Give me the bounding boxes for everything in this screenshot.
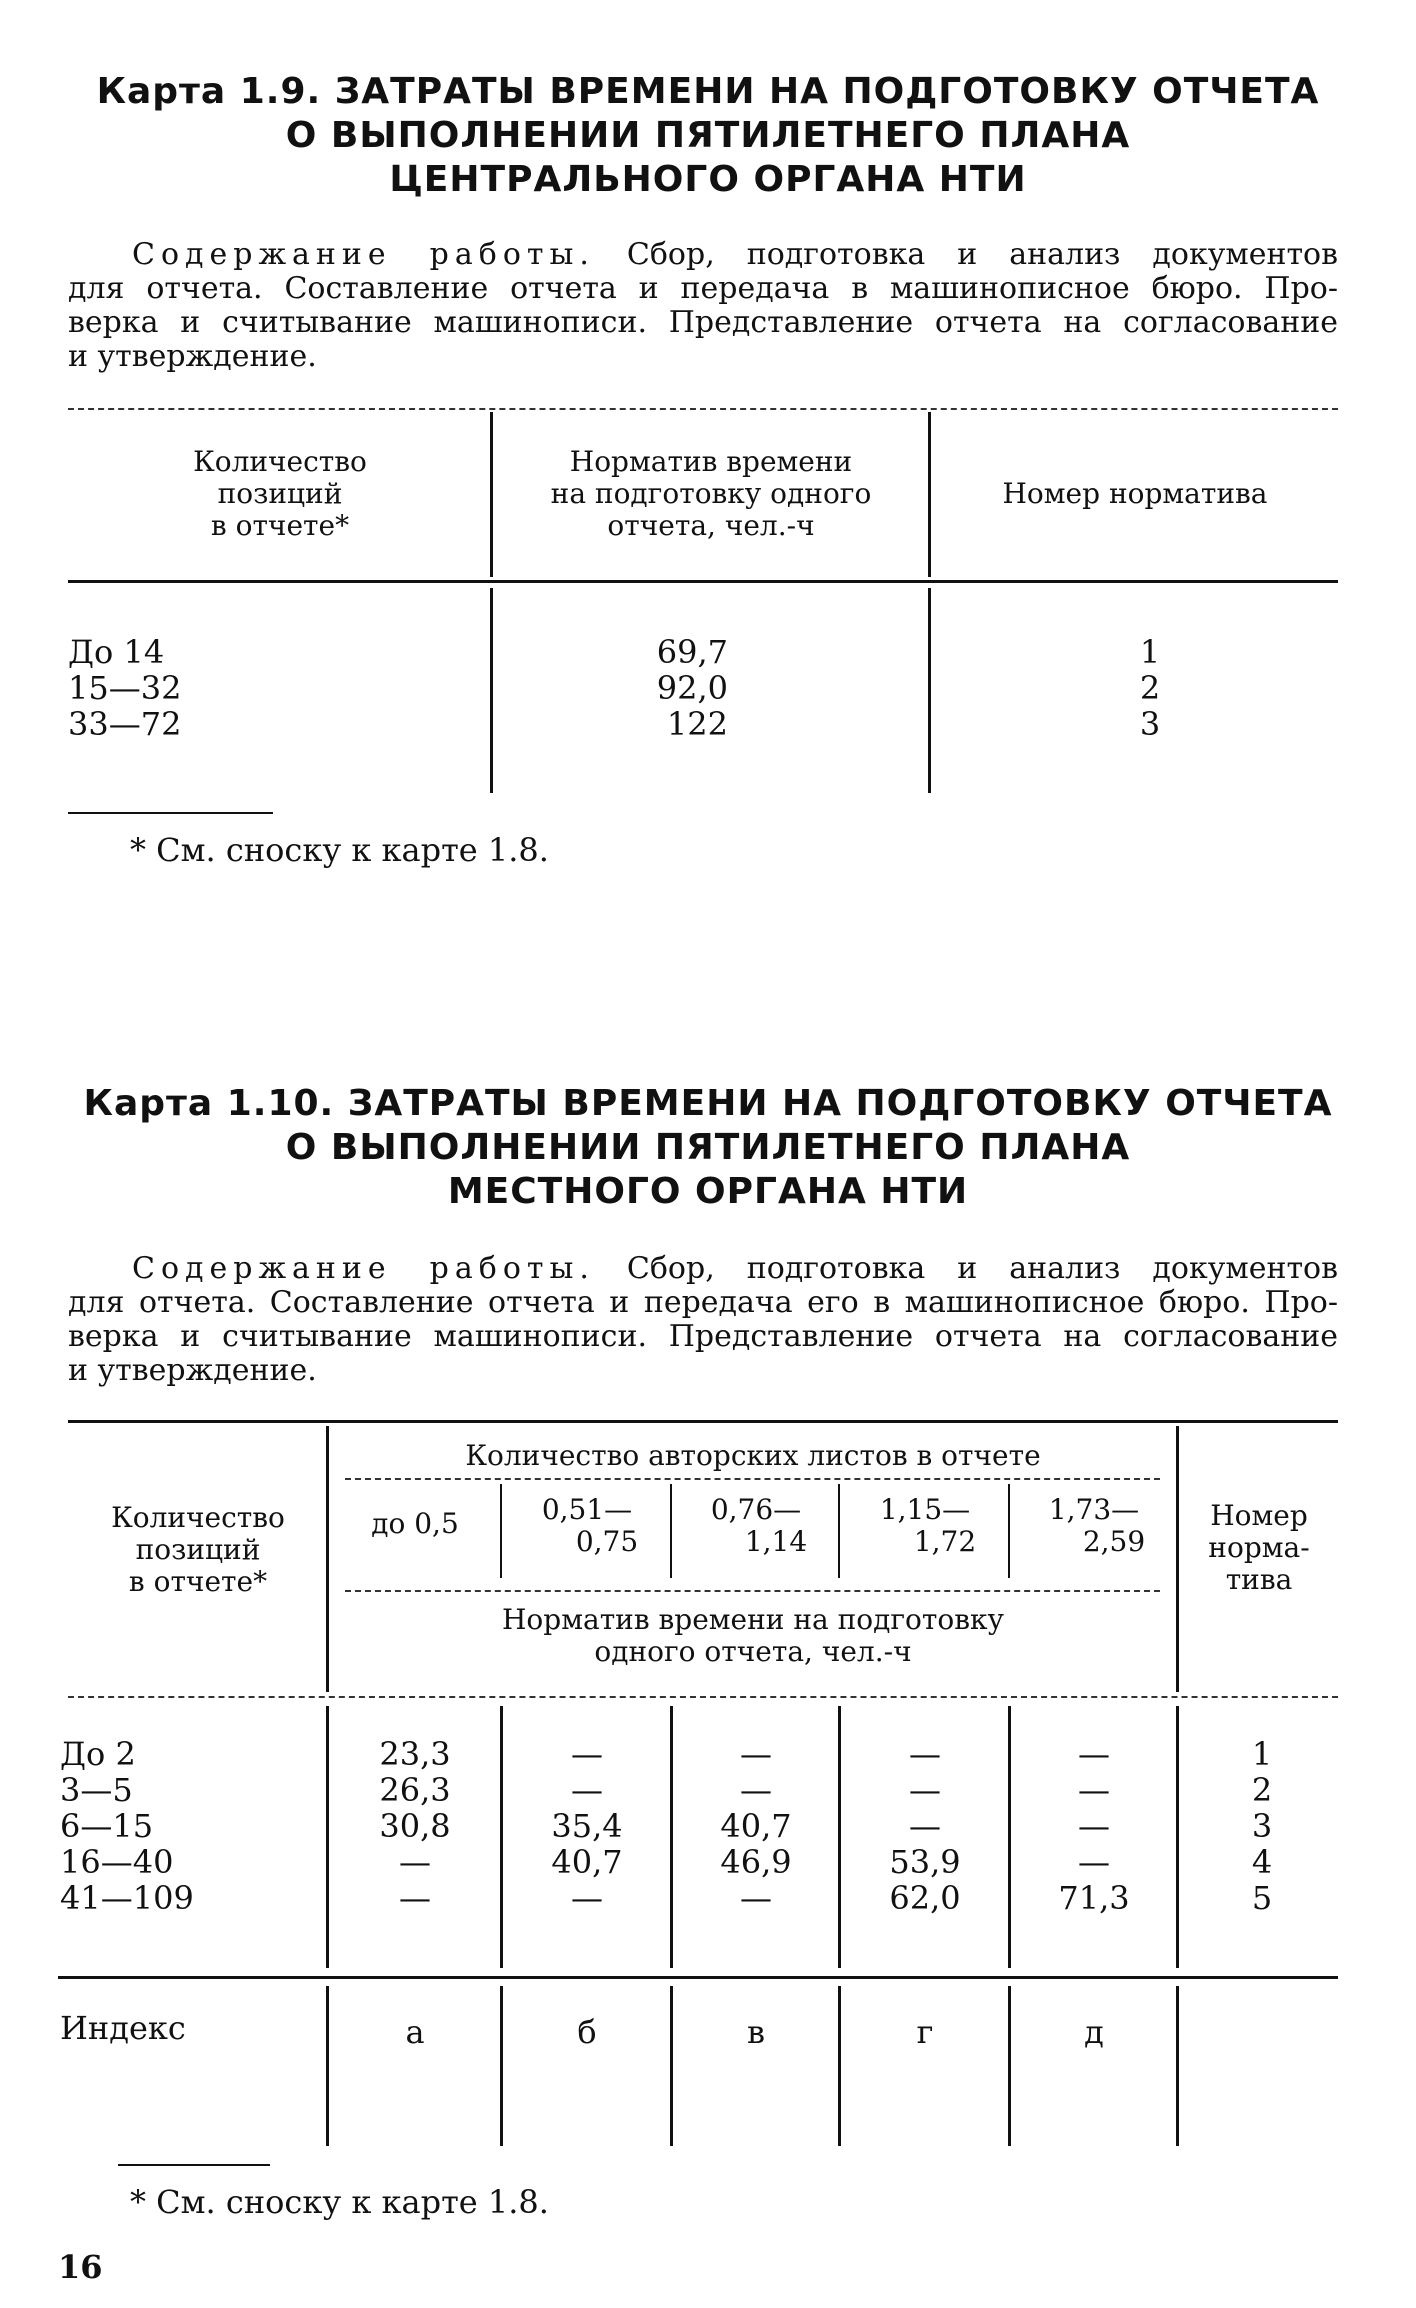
card2-table-divider [670, 1706, 673, 1968]
header-line: позиций [217, 477, 343, 510]
card2-col-number [1222, 1736, 1302, 1916]
card1-header-quantity [70, 446, 490, 542]
table-cell: 41—109 [60, 1879, 194, 1917]
card2-table-divider [670, 1986, 673, 2146]
card1-content-line: Сбор, подготовка и анализ документов [594, 237, 1338, 272]
card2-table-divider [1176, 1706, 1179, 1968]
card1-header-norm [494, 446, 928, 542]
card2-table-divider [326, 1706, 329, 1968]
table-cell: — [571, 1735, 603, 1773]
table-cell: — [571, 1771, 603, 1809]
card2-table-divider [326, 1986, 329, 2146]
card2-table-divider [838, 1706, 841, 1968]
card2-index-label: Индекс [60, 2009, 186, 2047]
card2-col-range [60, 1736, 310, 1916]
table-cell: — [909, 1771, 941, 1809]
card2-table-divider [838, 1986, 841, 2146]
table-cell: 5 [1251, 1879, 1273, 1917]
table-cell: 1 [1251, 1735, 1273, 1773]
header-line: 0,51— [541, 1493, 633, 1526]
table-cell: 15—32 [68, 669, 182, 707]
card1-content-label: Содержание работы. [132, 237, 595, 272]
table-cell: 35,4 [551, 1807, 623, 1845]
header-line: отчета, чел.-ч [607, 509, 815, 542]
card1-table-divider [928, 588, 931, 793]
card2-footnote-rule [118, 2164, 270, 2166]
table-cell: 69,7 [656, 633, 728, 671]
card2-table-divider [1176, 1426, 1179, 1692]
table-cell: 26,3 [379, 1771, 451, 1809]
table-cell: 53,9 [889, 1843, 961, 1881]
card2-table-divider [500, 1706, 503, 1968]
table-cell: — [740, 1735, 772, 1773]
table-cell: До 14 [68, 633, 165, 671]
table-cell: — [571, 1879, 603, 1917]
header-line: 1,73— [1048, 1493, 1140, 1526]
card2-title [0, 1082, 1416, 1214]
card2-col-g [842, 1736, 1008, 1916]
table-cell: — [1078, 1771, 1110, 1809]
card2-footnote: * См. сноску к карте 1.8. [130, 2183, 549, 2221]
card1-table-divider [928, 412, 931, 577]
card2-table-divider [1008, 1986, 1011, 2146]
card1-table-divider [490, 412, 493, 577]
card2-col-d [1012, 1736, 1176, 1916]
header-line: до 0,5 [371, 1507, 459, 1540]
header-line: Норматив времени на подготовку [502, 1603, 1004, 1636]
card2-index-cell: д [1084, 2013, 1104, 2051]
card2-content-line: для отчета. Составление отчета и передача его в машинописное бюро. Про- [68, 1285, 1338, 1320]
card2-sub-divider [1008, 1484, 1010, 1578]
header-line: 0,76— [710, 1493, 802, 1526]
card1-table-header-rule [68, 580, 1338, 583]
table-cell: До 2 [60, 1735, 136, 1773]
table-cell: 16—40 [60, 1843, 174, 1881]
card1-table-divider [490, 588, 493, 793]
card2-group-rule [345, 1590, 1160, 1592]
page-number: 16 [58, 2248, 103, 2286]
table-cell: — [740, 1879, 772, 1917]
table-cell: 46,9 [720, 1843, 792, 1881]
card2-table-top-rule [68, 1420, 1338, 1423]
card2-table-divider [500, 1986, 503, 2146]
header-line: Норматив времени [569, 445, 853, 478]
table-cell: 40,7 [551, 1843, 623, 1881]
card2-sub-header [674, 1494, 838, 1558]
card2-content-line: верка и считывание машинописи. Представление отчета на согласование [68, 1319, 1338, 1354]
header-line: в отчете* [210, 509, 350, 542]
card2-header-group-top: Количество авторских листов в отчете [465, 1439, 1041, 1472]
table-cell: 40,7 [720, 1807, 792, 1845]
card1-title-line: ЦЕНТРАЛЬНОГО ОРГАНА НТИ [389, 159, 1027, 200]
header-line: в отчете* [128, 1565, 268, 1598]
card1-title-line: Карта 1.9. ЗАТРАТЫ ВРЕМЕНИ НА ПОДГОТОВКУ ОТЧЕТА [96, 71, 1320, 112]
header-line: 1,72 [913, 1525, 977, 1558]
table-cell: 3 [1139, 705, 1161, 743]
table-cell: 2 [1139, 669, 1161, 707]
header-line: одного отчета, чел.-ч [594, 1635, 912, 1668]
card1-title-line: О ВЫПОЛНЕНИИ ПЯТИЛЕТНЕГО ПЛАНА [285, 115, 1131, 156]
card1-table-top-rule [68, 408, 1338, 410]
card2-content-line: и утверждение. [68, 1353, 317, 1388]
card2-title-line: МЕСТНОГО ОРГАНА НТИ [447, 1171, 969, 1212]
card2-col-v [674, 1736, 838, 1916]
card2-group-rule [345, 1478, 1160, 1480]
header-line: 0,75 [575, 1525, 639, 1558]
table-cell: 3—5 [60, 1771, 133, 1809]
card1-col-range [68, 634, 468, 742]
table-cell: 33—72 [68, 705, 182, 743]
card2-sub-header [842, 1494, 1008, 1558]
card2-index-cell: в [746, 2013, 765, 2051]
card2-content [68, 1252, 1338, 1388]
table-cell: — [399, 1843, 431, 1881]
header-line: норма- [1208, 1531, 1310, 1564]
header-line: 1,15— [879, 1493, 971, 1526]
card2-index-cell: г [916, 2013, 934, 2051]
card2-content-line: Сбор, подготовка и анализ документов [594, 1251, 1338, 1286]
table-cell: — [740, 1771, 772, 1809]
card2-table-header-rule [68, 1696, 1338, 1698]
card2-content-label: Содержание работы. [132, 1251, 595, 1286]
table-cell: 4 [1251, 1843, 1273, 1881]
card1-content-line: для отчета. Составление отчета и передача в машинописное бюро. Про- [68, 271, 1338, 306]
card2-sub-divider [500, 1484, 502, 1578]
card2-sub-header [330, 1508, 500, 1540]
table-cell: 23,3 [379, 1735, 451, 1773]
header-line: тива [1225, 1563, 1293, 1596]
card1-content [68, 238, 1338, 374]
card2-title-line: О ВЫПОЛНЕНИИ ПЯТИЛЕТНЕГО ПЛАНА [285, 1127, 1131, 1168]
table-cell: — [399, 1879, 431, 1917]
table-cell: 3 [1251, 1807, 1273, 1845]
card2-header-quantity [70, 1502, 326, 1598]
card1-col-number [1110, 634, 1190, 742]
card1-footnote-rule [68, 812, 273, 814]
table-cell: 2 [1251, 1771, 1273, 1809]
card2-header-group-bottom [330, 1604, 1176, 1668]
card2-title-line: Карта 1.10. ЗАТРАТЫ ВРЕМЕНИ НА ПОДГОТОВКУ ОТЧЕТА [83, 1083, 1333, 1124]
table-cell: — [1078, 1735, 1110, 1773]
header-line: Номер [1210, 1499, 1308, 1532]
card2-col-b [504, 1736, 670, 1916]
table-cell: — [909, 1735, 941, 1773]
table-cell: 122 [666, 705, 728, 743]
card1-content-line: верка и считывание машинописи. Представление отчета на согласование [68, 305, 1338, 340]
card1-title [0, 70, 1416, 202]
card1-footnote: * См. сноску к карте 1.8. [130, 831, 549, 869]
header-line: позиций [135, 1533, 261, 1566]
table-cell: — [1078, 1843, 1110, 1881]
card2-index-cell: а [405, 2013, 425, 2051]
table-cell: 92,0 [656, 669, 728, 707]
table-cell: 6—15 [60, 1807, 154, 1845]
card2-sub-header [504, 1494, 670, 1558]
header-line: Количество [193, 445, 367, 478]
header-line: 2,59 [1082, 1525, 1146, 1558]
table-cell: — [1078, 1807, 1110, 1845]
card2-index-rule [58, 1976, 1338, 1979]
card1-col-value [560, 634, 728, 742]
card2-sub-header [1012, 1494, 1176, 1558]
card2-col-a [330, 1736, 500, 1916]
table-cell: 62,0 [889, 1879, 961, 1917]
card1-header-number: Номер норматива [1002, 477, 1268, 510]
header-line: 1,14 [744, 1525, 808, 1558]
card2-table-divider [1176, 1986, 1179, 2146]
table-cell: 71,3 [1058, 1879, 1130, 1917]
card2-table-divider [1008, 1706, 1011, 1968]
card2-header-number [1180, 1500, 1338, 1596]
card2-sub-divider [838, 1484, 840, 1578]
card2-sub-divider [670, 1484, 672, 1578]
header-line: Количество [111, 1501, 285, 1534]
card2-table-divider [326, 1426, 329, 1692]
table-cell: 1 [1139, 633, 1161, 671]
card1-content-line: и утверждение. [68, 339, 317, 374]
table-cell: 30,8 [379, 1807, 451, 1845]
card2-index-cell: б [577, 2013, 597, 2051]
header-line: на подготовку одного [550, 477, 872, 510]
table-cell: — [909, 1807, 941, 1845]
